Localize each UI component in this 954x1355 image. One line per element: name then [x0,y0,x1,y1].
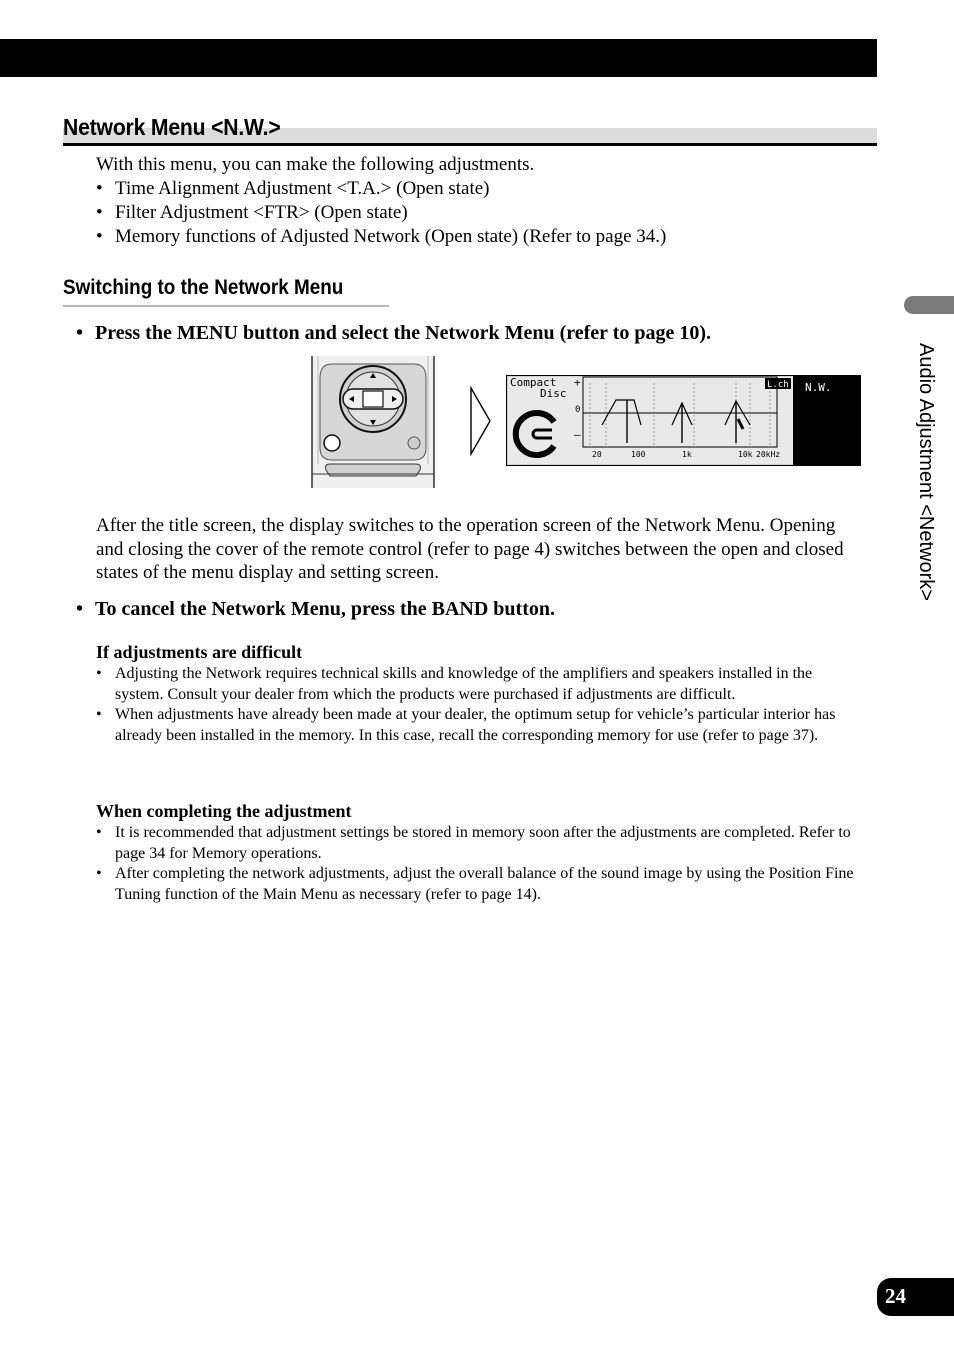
difficult-heading: If adjustments are difficult [96,642,303,662]
freq-label: 20 [592,450,602,459]
list-item: • When adjustments have already been made at your dealer, the optimum setup for vehicle’s particular interior has already been installed in the memory. In this case, recall the corresponding memory for use (refer to page 37). [96,705,856,746]
source-line2: Disc [540,387,567,400]
subsection-title: Switching to the Network Menu [63,276,344,299]
header-bar [0,39,877,77]
freq-label: 20kHz [756,450,781,459]
list-item: • It is recommended that adjustment settings be stored in memory soon after the adjustments are completed. Refer to page 34 for Memory operations. [96,823,856,864]
freq-label: 1k [682,450,692,459]
adjustment-list [96,177,666,249]
page-number: 24 [885,1284,906,1308]
zero-label: 0 [575,405,581,415]
subsection-rule [63,305,389,307]
intro-text: With this menu, you can make the following adjustments. [96,154,535,175]
source-line1: Compact [510,376,557,389]
freq-label: 100 [631,450,646,459]
minus-label: – [574,428,581,441]
step-text: To cancel the Network Menu, press the BAND button. [95,598,555,620]
list-item: • Adjusting the Network requires technical skills and knowledge of the amplifiers and speakers installed in the system. Consult your dealer from which the products were purchased if adjustments are difficult. [96,664,856,705]
remote-control-illustration [310,356,440,488]
channel-label: L.ch [767,380,789,390]
heading-rule [63,143,877,146]
list-item: • Filter Adjustment <FTR> (Open state) [96,201,666,225]
completing-list [96,823,856,905]
menu-figure [310,356,862,488]
completing-heading: When completing the adjustment [96,801,352,821]
menu-tag: N.W. [805,381,832,394]
arrow-right-icon [468,386,494,456]
description-paragraph: After the title screen, the display switches to the operation screen of the Network Menu. Opening and closing the cover of the remote control (refer to page 4) switches between the open and closed states of the menu display and setting screen. [96,515,844,583]
section-heading [63,112,877,146]
list-item: • Memory functions of Adjusted Network (Open state) (Refer to page 34.) [96,225,666,249]
section-tab [904,296,954,314]
step-text: Press the MENU button and select the Network Menu (refer to page 10). [95,322,712,344]
network-menu-display [506,375,861,466]
cancel-instruction: • To cancel the Network Menu, press the BAND button. [76,598,555,620]
page-title: Network Menu <N.W.> [63,114,281,140]
display-screen [506,375,861,466]
difficult-list [96,664,856,746]
step-instruction: • Press the MENU button and select the Network Menu (refer to page 10). [76,322,712,344]
list-item: • Time Alignment Adjustment <T.A.> (Open state) [96,177,666,201]
freq-label: 10k [738,450,753,459]
plus-label: + [574,376,581,389]
side-section-label: Audio Adjustment <Network> [915,343,937,601]
list-item: • After completing the network adjustments, adjust the overall balance of the sound image by using the Position Fine Tuning function of the Main Menu as necessary (refer to page 14). [96,864,856,905]
